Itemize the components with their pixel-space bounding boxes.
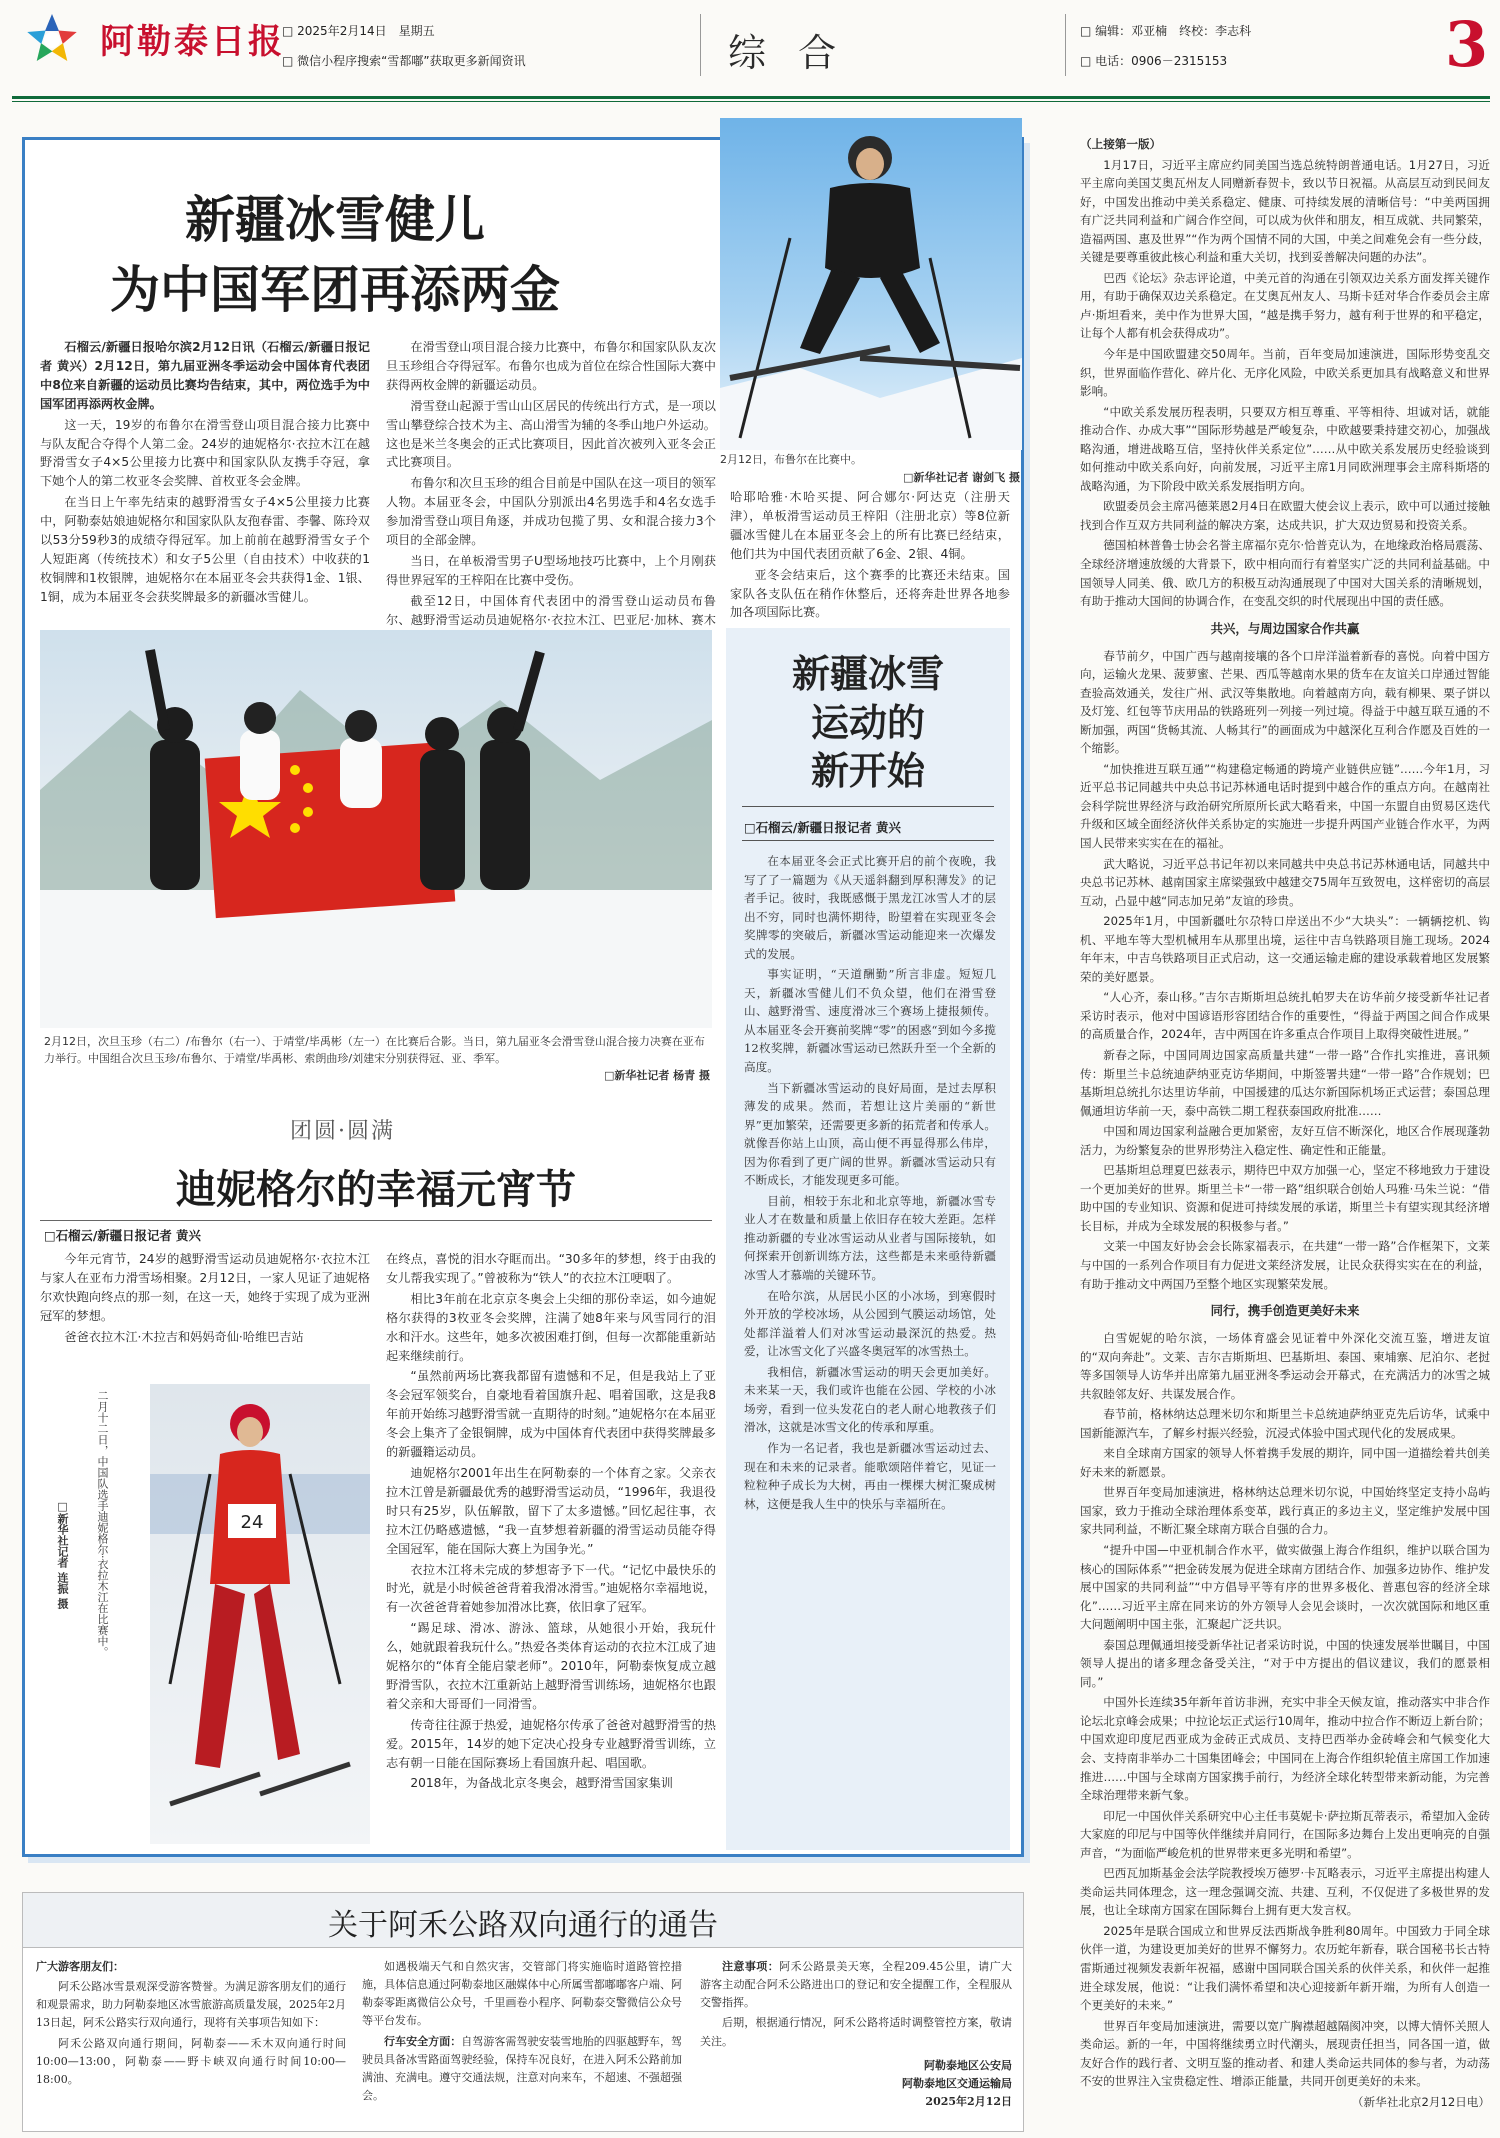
svg-text:24: 24 — [240, 1512, 264, 1533]
rc-para: 巴西《论坛》杂志评论道，中美元首的沟通在引领双边关系方面发挥关键作用，有助于确保双边关系稳定。在艾奥瓦州友人、马斯卡廷对华合作委员会主席卢·斯坦看来，美中作为世界大国，“越是携手努力，越有利于世界的和平稳定，让每个人都有机会获得成功”。 — [1080, 270, 1490, 341]
feature-para-10: 亚冬会结束后，这个赛季的比赛还未结束。国家队各支队伍在稍作休整后，还将奔赴世界各地参加各项国际比赛。 — [730, 567, 1010, 620]
rc-para: 今年是中国欧盟建交50周年。当前，百年变局加速演进，国际形势变乱交织，世界面临作营化、碎片化、无序化风险，中欧关系更加具有战略意义和世界影响。 — [1080, 347, 1490, 399]
rc-para: 德国柏林普鲁士协会名誉主席福尔克尔·恰普克认为，在地缘政治格局震荡、全球经济增速放缓的大背景下，欧中相向而行有着坚实广泛的共同利益基础。中国领导人同美、俄、欧几方的积极互动沟通展现了中国对大国关系的清晰规划，有助于推动大国间的协调合作，在变乱交织的时代展现出中国的责任感。 — [1080, 538, 1490, 609]
sidebar-title-line-2: 运动的 — [810, 699, 925, 745]
date-line: □ 2025年2月14日 星期五 — [282, 24, 435, 38]
rc-heading-2: 同行，携手创造更美好未来 — [1210, 1303, 1360, 1319]
rc-para: 欧盟委员会主席冯德莱恩2月4日在欧盟大使会议上表示，欧中可以通过接触找到合作互双方共同利益的解决方案，达成共识，扩大双边贸易和投资关系。 — [1080, 499, 1490, 532]
notice-para: 如遇极端天气和自然灾害，交管部门将实施临时道路管控措施，具体信息通过阿勒泰地区融媒体中心所属雪都嘟嘟客户端、阿勒泰零距离微信公众号，千里画卷小程序、阿勒泰交警微信公众号等平台发布。 — [362, 1960, 682, 2028]
rc-para: “中欧关系发展历程表明，只要双方相互尊重、平等相待、坦诚对话，就能推动合作、办成大事”“国际形势越是严峻复杂，中欧越要秉持建交初心，加强战略沟通，增进战略互信，坚持伙伴关系定位”……从中欧关系发展历史经验谈到如何推动中欧关系向好，向前发展，习近平主席1月同欧洲理事会主席科斯塔的战略沟通，为下阶段中欧关系发展指明方向。 — [1080, 404, 1490, 493]
notice-safety-text: 自驾游客需驾驶安装雪地胎的四驱越野车，驾驶员具备冰雪路面驾驶经验，保持车况良好，在进入阿禾公路前加满油、充满电。遵守交通法规，注意对向来车，不超速、不强超强会。 — [362, 2034, 683, 2102]
rc-para: “提升中国—中亚机制合作水平，做实做强上海合作组织，维护以联合国为核心的国际体系”“把金砖发展为促进全球南方团结合作、加强多边协作、维护发展中国家的共同利益”“中方倡导平等有序的世界多极化、普惠包容的经济全球化”……习近平主席在同来访的外方领导人会见会谈时，一次次就国际和地区重大问题阐明中国主张，汇聚起广泛共识。 — [1080, 1542, 1490, 1632]
notice-para: 阿禾公路冰雪景观深受游客赞誉。为满足游客朋友们的通行和观景需求，助力阿勒泰地区冰雪旅游高质量发展，2025年2月13日起，阿禾公路实行双向通行，现将有关事项告知如下： — [36, 1980, 346, 2030]
sidebar-divider — [742, 840, 994, 841]
phone-text: 电话：0906－2315153 — [1095, 54, 1228, 68]
feature-column-2 — [386, 338, 716, 638]
sidebar-divider — [742, 806, 994, 807]
top-rule-thin — [12, 101, 1490, 102]
notice-note-text: 阿禾公路景美天寒，全程209.45公里，请广大游客主动配合阿禾公路进出口的登记和安全提醒工作，全程服从交警指挥。 — [700, 1960, 1013, 2010]
rc-para: 世界百年变局加速演进，格林纳达总理米切尔说，中国始终坚定支持小岛屿国家，致力于推动全球治理体系变革，践行真正的多边主义，坚定维护发展中国家共同利益，不断汇聚全球南方联合自强的合力。 — [1080, 1485, 1490, 1537]
feature-para-5: 滑雪登山起源于雪山山区居民的传统出行方式，是一项以雪山攀登综合技术为主、高山滑雪为辅的冬季山地户外运动。这也是米兰冬奥会的正式比赛项目，因此首次被列入亚冬会正式比赛项目。 — [386, 398, 716, 470]
article-para: 传奇往往源于热爱，迪妮格尔传承了爸爸对越野滑雪的热爱。2015年，14岁的她下定决心投身专业越野滑雪训练，立志有朝一日能在国际赛场上看国旗升起、唱国歌。 — [386, 1717, 716, 1770]
rc-para: 2025年1月，中国新疆吐尔尕特口岸送出不少“大块头”：一辆辆挖机、钩机、平地车等大型机械用车从那里出境，运往中吉乌铁路项目施工现场。2024年年末，中吉乌铁路项目正式启动，这一交通运输走廊的建设承载着地区发展繁荣的美好愿景。 — [1080, 914, 1490, 984]
sidebar-para: 当下新疆冰雪运动的良好局面，是过去厚积薄发的成果。然而，若想让这片美丽的“新世界”更加繁荣，还需要更多新的拓荒者和传承人。就像吾你站上山顶，高山便不再显得那么伟岸，因为你看到了更广阔的世界。新疆冰雪运动只有不断成长，才能发现更多可能。 — [744, 1080, 996, 1188]
top-photo-credit: □新华社记者 谢剑飞 摄 — [902, 471, 1020, 484]
rc-para: 巴基斯坦总理夏巴兹表示，期待巴中双方加强一心，坚定不移地致力于建设一个更加美好的世界。斯里兰卡“一带一路”组织联合创始人玛雅·马朱兰说：“借助中国的专业知识、资源和促进可持续发展的承诺，斯里兰卡有望实现其经济增长目标，并成为全球发展的积极参与者。” — [1080, 1163, 1490, 1233]
notice-column-1 — [36, 1958, 346, 2128]
rc-heading-1: 共兴，与周边国家合作共赢 — [1210, 620, 1360, 636]
article-headline: 迪妮格尔的幸福元宵节 — [176, 1166, 576, 1213]
sidebar-para: 我相信，新疆冰雪运动的明天会更加美好。未来某一天，我们或许也能在公园、学校的小冰场旁，看到一位头发花白的老人耐心地教孩子们滑冰，这就是冰雪文化的传承和厚重。 — [744, 1364, 996, 1435]
feature-headline-1: 新疆冰雪健儿 — [185, 190, 485, 249]
notice-title: 关于阿禾公路双向通行的通告 — [328, 1908, 718, 1943]
article-para: 衣拉木江将未完成的梦想寄予下一代。“记忆中最快乐的时光，就是小时候爸爸背着我滑冰滑雪。”迪妮格尔幸福地说，有一次爸爸背着她参加滑冰比赛，依旧拿了冠军。 — [386, 1562, 716, 1615]
notice-safety-title: 行车安全方面： — [384, 2034, 462, 2048]
feature-para-8: 截至12日，中国体育代表团中的滑雪登山运动员布鲁尔、越野滑雪运动员迪妮格尔·衣拉木江、巴亚尼·加林、赛木 — [386, 593, 716, 627]
notice-sign-date: 2025年2月12日 — [925, 2094, 1012, 2108]
article-kicker: 团圆·圆满 — [290, 1119, 395, 1144]
mid-photo-credit: □新华社记者 杨青 摄 — [603, 1069, 710, 1082]
date-text: 2025年2月14日 星期五 — [297, 24, 435, 38]
rc-para: “人心齐，泰山移。”吉尔吉斯斯坦总统扎帕罗夫在访华前夕接受新华社记者采访时表示，他对中国谚语形容团结合作的重要性，“得益于两国之间合作成果的高质量合作，2024年，吉中两国在许多重点合作项目上取得突破性进展。” — [1080, 990, 1490, 1042]
notice-column-3 — [700, 1958, 1012, 2128]
team-flag-illustration — [40, 630, 712, 1028]
promo-line: □ 微信小程序搜索“雪都嘟”获取更多新闻资讯 — [282, 54, 526, 68]
rc-para: 武大略说，习近平总书记年初以来同越共中央总书记苏林通电话，同越共中央总书记苏林、越南国家主席梁强致中越建交75周年互致贺电，这样密切的高层互动，凸显中越“同志加兄弟”友谊的珍贵。 — [1080, 856, 1490, 908]
sidebar-body — [744, 852, 996, 1842]
feature-para-4: 在滑雪登山项目混合接力比赛中，布鲁尔和国家队队友次旦玉珍组合夺得冠军。布鲁尔也成为首位在综合性国际大赛中获得两枚金牌的新疆运动员。 — [386, 340, 716, 392]
sidebar-para: 事实证明，“天道酬勤”所言非虚。短短几天，新疆冰雪健儿们不负众望，他们在滑雪登山、越野滑雪、速度滑冰三个赛场上捷报频传。从本届亚冬会开赛前奖牌“零”的困惑“到如今多揽12枚奖牌，新疆冰雪运动已然跃升至一个全新的高度。 — [744, 967, 996, 1075]
top-rule — [12, 96, 1490, 99]
right-column-article — [1080, 135, 1490, 2125]
editors-text: 编辑：邓亚楠 终校：李志科 — [1095, 24, 1252, 38]
divider — [1065, 14, 1066, 76]
xc-photo-caption: 二月十二日，中国队选手迪妮格尔·衣拉木江在比赛中。 — [96, 1390, 109, 1658]
mid-photo-caption: 2月12日，次旦玉珍（右二）/布鲁尔（右一）、于靖堂/毕禹彬（左一）在比赛后合影。当日，第九届亚冬会滑雪登山混合接力决赛在亚布力举行。中国组合次旦玉珍/布鲁尔、于靖堂/毕禹彬、索朗曲珍/刘建宋分别获得冠、亚、季军。 — [44, 1035, 705, 1065]
rc-para: 世界百年变局加速演进，需要以宽广胸襟超越隔阂冲突，以博大情怀关照人类命运。新的一年，中国将继续勇立时代潮头，展现责任担当，同各国一道，做友好合作的践行者、文明互鉴的推动者、和建人类命运共同体的参与者，为动荡不安的世界注入宝贵稳定性、增添正能量，共同开创更美好的未来。 — [1080, 2018, 1490, 2089]
sidebar-para: 在本届亚冬会正式比赛开启的前个夜晚，我写了了一篇题为《从天遥斜翻到厚积薄发》的记者手记。彼时，我既感慨于黑龙江冰雪人才的层出不穷，同时也满怀期待，盼望着在实现亚冬会奖牌零的突破后，新疆冰雪运动能迎来一次爆发式的发展。 — [744, 854, 996, 961]
sidebar-title-line-3: 新开始 — [810, 748, 925, 794]
rc-para: 1月17日，习近平主席应约同美国当选总统特朗普通电话。1月27日，习近平主席向美国艾奥瓦州友人同赠新春贺卡，致以节日祝福。从高层互动到民间友好，中国发出推动中美关系稳定、健康、可持续发展的清晰信号：“中美两国拥有广泛共同利益和广阔合作空间，可以成为伙伴和朋友，相互成就、共同繁荣，造福两国、惠及世界”“作为两个国情不同的大国，中美之间难免会有一些分歧，关键是要尊重彼此核心利益和重大关切，找到妥善解决问题的办法”。 — [1080, 157, 1490, 265]
rc-para: 白雪妮妮的哈尔滨，一场体育盛会见证着中外深化交流互鉴，增进友谊的“双向奔赴”。文莱、吉尔吉斯斯坦、巴基斯坦、泰国、柬埔寨、尼泊尔、老挝等多国领导人访华并出席第九届亚洲冬季运动会开幕式，在充满活力的冰雪之城共叙睦邻友好、共谋发展合作。 — [1080, 1330, 1490, 1401]
rc-para: 中国外长连续35年新年首访非洲，充实中非全天候友谊，推动落实中非合作论坛北京峰会成果；中拉论坛正式运行10周年，推动中拉合作不断迈上新台阶；中国欢迎印度尼西亚成为金砖正式成员、支持巴西举办金砖峰会和气候变化大会、支持南非举办二十国集团峰会；中国同在上海合作组织轮值主席国工作加速推进……中国与全球南方国家携手前行，为经济全球化转型带来新动能，为完善全球治理带来新气象。 — [1080, 1695, 1490, 1803]
sidebar-title-line-1: 新疆冰雪 — [791, 651, 944, 696]
xc-skier-photo — [150, 1384, 370, 1844]
rc-para: 泰国总理佩通坦接受新华社记者采访时说，中国的快速发展举世瞩目，中国领导人提出的诸多理念备受关注，“对于中方提出的倡议建议，我们的愿景相同。” — [1080, 1637, 1490, 1689]
rc-para: 巴西瓦加斯基金会法学院教授埃万德罗·卡瓦略表示，习近平主席提出构建人类命运共同体理念，这一理念强调交流、共建、互利，不仅促进了多极世界的发展，也让全球南方国家在国际舞台上拥有更大发言权。 — [1080, 1866, 1490, 1918]
article-para: “踢足球、滑冰、游泳、篮球，从她很小开始，我玩什么，她就跟着我玩什么。”热爱各类体育运动的衣拉木江成了迪妮格尔的“体育全能启蒙老师”。2010年，阿勒泰恢复成立越野滑雪队，衣拉木江重新站上越野滑雪训练场，迪妮格尔也跟着父亲和大哥哥们一同滑雪。 — [386, 1621, 716, 1711]
rc-lead: （上接第一版） — [1080, 137, 1162, 151]
snowflake-logo-icon — [12, 10, 98, 70]
xc-skier-illustration — [150, 1384, 370, 1844]
article-column-2 — [386, 1250, 716, 1842]
divider — [700, 14, 701, 76]
sidebar-para: 目前，相较于东北和北京等地，新疆冰雪专业人才在数量和质量上依旧存在较大差距。怎样推动新疆的专业冰雪运动从业者与国际接轨，如何探索开创新训练方法，这些都是未来亟待新疆冰雪人才慕端的关键环节。 — [744, 1193, 996, 1283]
notice-salutation: 广大游客朋友们： — [36, 1960, 124, 1973]
article-para: 在终点，喜悦的泪水夺眶而出。“30多年的梦想，终于由我的女儿帮我实现了。”曾被称为“铁人”的衣拉木江哽咽了。 — [386, 1252, 716, 1285]
notice-note-title: 注意事项： — [722, 1960, 780, 1973]
feature-para-6: 布鲁尔和次旦玉珍的组合目前是中国队在这一项目的领军人物。本届亚冬会，中国队分别派出4名男选手和4名女选手参加滑雪登山项目角逐，并成功包揽了男、女和混合接力3个项目的全部金牌。 — [386, 476, 716, 548]
page-number: 3 — [1445, 8, 1489, 81]
feature-para-3: 在当日上午率先结束的越野滑雪女子4×5公里接力比赛中，阿勒泰姑娘迪妮格尔和国家队队友孢春雷、李馨、陈玲双以53分59秒3的成绩夺得冠军。加上前前在越野滑雪女子个人短距离（传统技术）和女子5公里（自由技术）中收获的1枚铜牌和1枚银牌，迪妮格尔在本届亚冬会共获得1金、1银、1铜，成为本届亚冬会获奖牌最多的新疆冰雪健儿。 — [40, 495, 370, 604]
article-para: 2018年，为备战北京冬奥会，越野滑雪国家集训 — [410, 1776, 673, 1791]
notice-column-2 — [362, 1958, 682, 2128]
rc-para: 文莱一中国友好协会会长陈家福表示，在共建“一带一路”合作框架下，文莱与中国的一系列合作项目有力促进文莱经济发展，让民众获得实实在在的利益，有助于推动文中两国乃至整个地区实现繁荣发展。 — [1080, 1239, 1490, 1291]
rc-para: 印尼一中国伙伴关系研究中心主任韦莫妮卡·萨拉斯瓦蒂表示，希望加入金砖大家庭的印尼与中国等伙伴继续并肩同行，在国际多边舞台上发出更响亮的自强声音，“为面临严峻危机的世界带来更多光明和希望”。 — [1080, 1808, 1490, 1860]
feature-para-2: 这一天，19岁的布鲁尔在滑雪登山项目混合接力比赛中与队友配合夺得个人第二金。24岁的迪妮格尔·衣拉木江在越野滑雪女子4×5公里接力比赛中和国家队队友携手夺冠，拿下她个人的第二枚亚冬会奖牌、首枚亚冬会金牌。 — [40, 417, 370, 489]
editors-line: □ 编辑：邓亚楠 终校：李志科 — [1080, 24, 1252, 38]
rc-para: 中国和周边国家利益融合更加紧密，友好互信不断深化，地区合作展现蓬勃活力，为纷繁复杂的世界形势注入稳定性、确定性和正能量。 — [1080, 1124, 1490, 1157]
rc-para: 春节前，格林纳达总理米切尔和斯里兰卡总统迪萨纳亚克先后访华，试乘中国新能源汽车，了解乡村振兴经验，沉浸式体验中国式现代化的发展成果。 — [1080, 1407, 1490, 1440]
rc-para: “加快推进互联互通”“构建稳定畅通的跨境产业链供应链”……今年1月，习近平总书记同越共中央总书记苏林通电话时提到中越合作的重点方向。在越南社会科学院世界经济与政治研究所原所长武大略看来，中国一东盟自由贸易区迭代升级和区域全面经济伙伴关系协定的实施进一步提升两国产业链合作水平，为两国人民带来实实在在的福祉。 — [1080, 761, 1490, 850]
feature-column-1 — [40, 338, 370, 638]
article-byline: □石榴云/新疆日报记者 黄兴 — [44, 1228, 201, 1243]
team-flag-photo — [40, 630, 712, 1028]
feature-headline-2: 为中国军团再添两金 — [110, 260, 560, 319]
feature-para-9: 哈耶哈雅·木哈买提、阿合娜尔·阿达克（注册天津），单板滑雪运动员王梓阳（注册北京）等8位新疆冰雪健儿在本届亚冬会上的所有比赛已经结束，他们共为中国代表团贡献了6金、2银、4铜。 — [730, 490, 1010, 561]
notice-closing: 后期，根据通行情况，阿禾公路将适时调整管控方案，敬请关注。 — [700, 2016, 1012, 2048]
paper-name: 阿勒泰日报 — [100, 22, 285, 62]
article-rule — [40, 1220, 712, 1221]
promo-text: 微信小程序搜索“雪都嘟”获取更多新闻资讯 — [297, 54, 526, 68]
rc-end-credit: （新华社北京2月12日电） — [1351, 2094, 1490, 2109]
rc-para: 春节前夕，中国广西与越南接壤的各个口岸洋溢着新春的喜悦。向着中国方向，运输火龙果、菠萝蜜、芒果、西瓜等越南水果的货车在友谊关口岸通过智能查验高效通关，发往广州、武汉等集散地。向着越南方向，载有柳果、栗子饼以及灯笼、红包等节庆用品的铁路班列一列接一列过境。得益于中越互联互通的不断加强，两国“货畅其流、人畅其行”的画面成为中越深化互利合作愿及百姓的一个缩影。 — [1080, 648, 1490, 756]
feature-column-3 — [730, 488, 1010, 624]
top-photo-caption: 2月12日，布鲁尔在比赛中。 — [720, 453, 862, 466]
rc-para: 来自全球南方国家的领导人怀着携手发展的期许，同中国一道描绘着共创美好未来的新愿景。 — [1080, 1446, 1490, 1479]
sidebar-para: 在哈尔滨，从居民小区的小冰场，到寒假时外开放的学校冰场，从公园到气膜运动场馆，处处都洋溢着人们对冰雪运动最深沉的热爱。热爱，让冰雪文化了兴盛冬奥冠军的冰雪热土。 — [744, 1288, 996, 1359]
feature-para-7: 当日，在单板滑雪男子U型场地技巧比赛中，上个月刚获得世界冠军的王梓阳在比赛中受伤。 — [386, 553, 716, 587]
sidebar-para: 作为一名记者，我也是新疆冰雪运动过去、现在和未来的记录者。能歌颂陪伴着它，见证一粒粒种子成长为大树，再由一棵棵大树汇聚成树林，这便是我人生中的快乐与幸福所在。 — [744, 1440, 996, 1511]
article-para: “虽然前两场比赛我都留有遗憾和不足，但是我站上了亚冬会冠军领奖台，自豪地看着国旗升起、唱着国歌，这是我8年前开始练习越野滑雪就一直期待的时刻。”迪妮格尔在本届亚冬会上集齐了金银铜牌，成为中国体育代表团中获得奖牌最多的新疆籍运动员。 — [386, 1369, 716, 1460]
notice-signer-2: 阿勒泰地区交通运输局 — [902, 2076, 1012, 2090]
notice-para: 阿禾公路双向通行期间，阿勒泰——禾木双向通行时间10:00—13:00，阿勒泰——野卡峡双向通行时间10:00—18:00。 — [36, 2036, 346, 2086]
article-para: 迪妮格尔2001年出生在阿勒泰的一个体育之家。父亲衣拉木江曾是新疆最优秀的越野滑雪运动员，“1996年，我退役时只有25岁，队伍解散，留下了太多遗憾。”回忆起往事，衣拉木江仍略感遗憾，“我一直梦想着新疆的滑雪运动员能夺得全国冠军，能在国际大赛上为国争光。” — [386, 1465, 716, 1556]
feature-para-1: 石榴云/新疆日报哈尔滨2月12日讯（石榴云/新疆日报记者 黄兴）2月12日，第九届亚洲冬季运动会中国体育代表团中8位来自新疆的运动员比赛均告结束，其中，两位选手为中国军团再添两枚金牌。 — [40, 340, 370, 411]
article-para: 相比3年前在北京京冬奥会上尖细的那份幸运，如今迪妮格尔获得的3枚亚冬会奖牌，注满了她8年来与风雪同行的泪水和汗水。这些年，她多次被困难打倒，但每一次都能重新站起来继续前行。 — [386, 1291, 716, 1363]
article-para: 爸爸衣拉木江·木拉吉和妈妈奇仙·哈维巴吉站 — [64, 1329, 304, 1344]
xc-photo-credit: □新华社记者 连振 摄 — [56, 1500, 69, 1609]
article-column-1 — [40, 1250, 370, 1378]
sidebar-byline: □石榴云/新疆日报记者 黄兴 — [744, 820, 901, 835]
rc-para: 2025年是联合国成立和世界反法西斯战争胜利80周年。中国致力于同全球伙伴一道，为建设更加美好的世界不懈努力。农历蛇年新春，联合国秘书长古特雷斯通过视频发表新年祝福，感谢中国同联合国关系的伙伴关系，和伙伴一起推进全球发展，他说：“让我们满怀希望和决心迎接新年新开端，为所有人创造一个更美好的未来。” — [1080, 1923, 1490, 2013]
notice-signer-1: 阿勒泰地区公安局 — [924, 2058, 1012, 2072]
section-name: 综 合 — [728, 31, 847, 75]
sidebar-title — [726, 650, 1010, 796]
phone-line: □ 电话：0906－2315153 — [1080, 54, 1228, 68]
skier-photo — [720, 118, 1022, 450]
rc-para: 新春之际，中国同周边国家高质量共建“一带一路”合作扎实推进，喜讯频传：斯里兰卡总统迪萨纳亚克访华期间，中斯签署共建“一带一路”合作规划；巴基斯坦总统扎尔达里访华前，中国援建的瓜达尔新国际机场正式运营；泰国总理佩通坦访华前一天，泰中高铁二期工程获泰国政府批准…… — [1080, 1048, 1490, 1118]
skier-illustration — [720, 118, 1022, 450]
article-para: 今年元宵节，24岁的越野滑雪运动员迪妮格尔·衣拉木江与家人在亚布力滑雪场相聚。2月12日，一家人见证了迪妮格尔欢快跑向终点的那一刻，在这一天，她终于实现了成为亚洲冠军的梦想。 — [40, 1252, 370, 1323]
